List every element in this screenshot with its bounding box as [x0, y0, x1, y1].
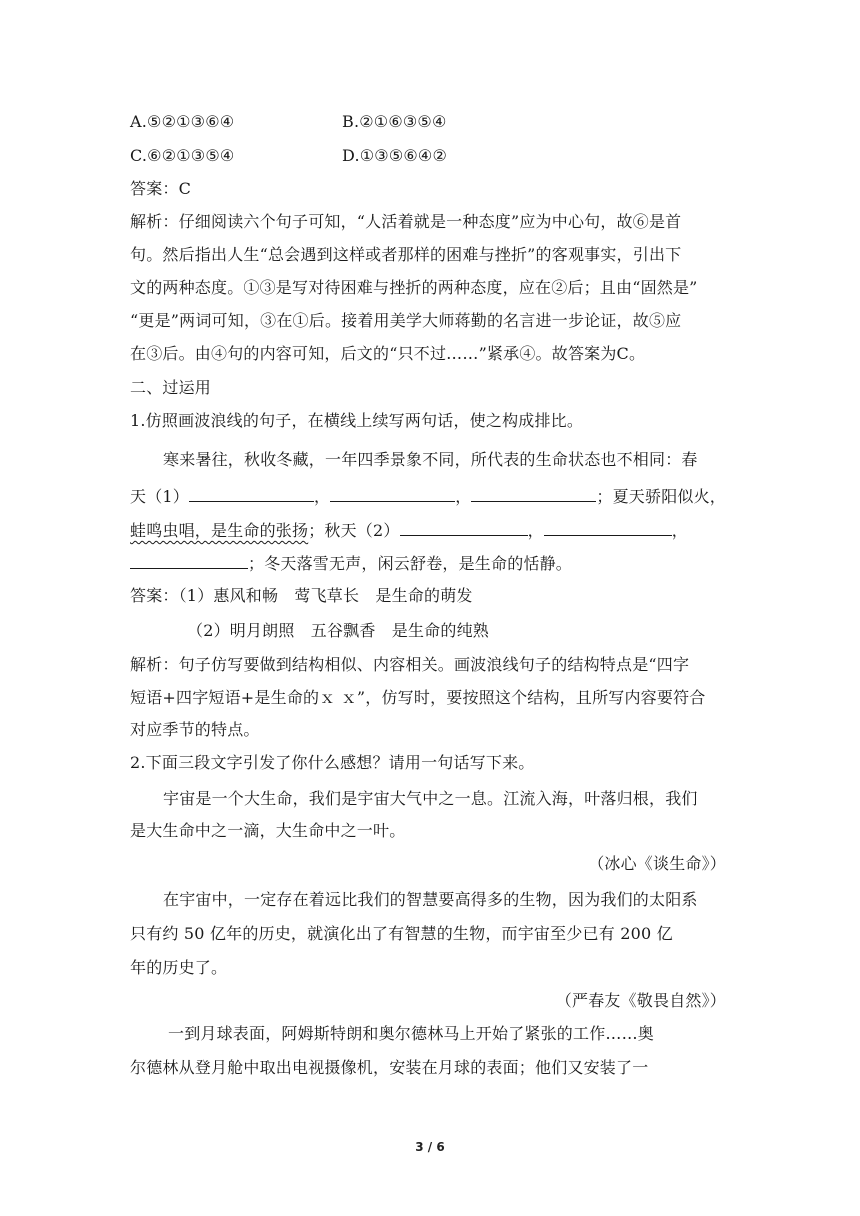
option-d: D.①③⑤⑥④②	[342, 146, 448, 165]
passage-2-line-2: 只有约 50 亿年的历史，就演化出了有智慧的生物，而宇宙至少已有 200 亿	[130, 924, 673, 943]
passage-3-line-1: 一到月球表面，阿姆斯特朗和奥尔德林马上开始了紧张的工作……奥	[168, 1024, 655, 1043]
passage-3-line-2: 尔德林从登月舱中取出电视摄像机，安装在月球的表面；他们又安装了一	[130, 1058, 649, 1077]
option-b: B.②①⑥③⑤④	[342, 112, 447, 131]
passage-2-source: （严春友《敬畏自然》）	[555, 991, 726, 1010]
option-row-1	[130, 111, 730, 133]
analysis-1-line-4: “更是”两词可知，③在①后。接着用美学大师蒋勤的名言进一步论证，故⑤应	[130, 311, 682, 330]
question-1-title: 1.仿照画波浪线的句子，在横线上续写两句话，使之构成排比。	[130, 411, 584, 430]
analysis-1-line-3: 文的两种态度。①③是写对待困难与挫折的两种态度，应在②后；且由“固然是”	[130, 278, 698, 297]
blank-4[interactable]	[400, 519, 528, 536]
question-1-line-2: 天（1） ， ， ；夏天骄阳似火，	[130, 487, 726, 506]
passage-1-line-2: 是大生命中之一滴，大生命中之一叶。	[130, 821, 406, 840]
question-1-line-1: 寒来暑往，秋收冬藏，一年四季景象不同，所代表的生命状态也不相同：春	[163, 450, 698, 469]
question-1-answer-2: （2）明月朗照 五谷飘香 是生命的纯熟	[187, 621, 489, 640]
passage-2-line-3: 年的历史了。	[130, 958, 228, 977]
wavy-underlined-sentence: 蛙鸣虫唱，是生命的张扬	[130, 521, 309, 540]
page-number: 3 / 6	[415, 1140, 445, 1154]
blank-3[interactable]	[471, 485, 596, 502]
blank-5[interactable]	[544, 519, 672, 536]
section-heading: 二、过运用	[130, 378, 212, 397]
analysis-1-line-2: 句。然后指出人生“总会遇到这样或者那样的困难与挫折”的客观事实，引出下	[130, 245, 682, 264]
question-1-analysis-1: 解析：句子仿写要做到结构相似、内容相关。画波浪线句子的结构特点是“四字	[130, 655, 690, 674]
question-1-line-4: ；冬天落雪无声，闲云舒卷，是生命的恬静。	[130, 552, 730, 575]
passage-1-line-1: 宇宙是一个大生命，我们是宇宙大气中之一息。江流入海，叶落归根，我们	[163, 789, 698, 808]
passage-1-source: （冰心《谈生命》）	[588, 854, 726, 873]
option-c: C.⑥②①③⑤④	[130, 146, 235, 165]
option-row-2	[130, 145, 730, 167]
question-1-analysis-3: 对应季节的特点。	[130, 720, 260, 739]
question-1-line-3: 蛙鸣虫唱，是生命的张扬；秋天（2） ， ，	[130, 521, 688, 540]
analysis-1-line-5: 在③后。由④句的内容可知，后文的“只不过……”紧承④。故答案为C。	[130, 344, 646, 363]
blank-1[interactable]	[189, 485, 314, 502]
blank-6[interactable]	[130, 552, 248, 569]
question-1-answer-1: 答案：（1）惠风和畅 莺飞草长 是生命的萌发	[130, 586, 473, 605]
analysis-1-line-1: 解析：仔细阅读六个句子可知，“人活着就是一种态度”应为中心句，故⑥是首	[130, 212, 682, 231]
option-a: A.⑤②①③⑥④	[130, 112, 235, 131]
blank-2[interactable]	[330, 485, 455, 502]
question-1-analysis-2: 短语+四字短语+是生命的ｘ ｘ”，仿写时，要按照这个结构，且所写内容要符合	[130, 688, 706, 707]
answer-1: 答案：C	[130, 179, 192, 198]
question-2-title: 2.下面三段文字引发了你什么感想？请用一句话写下来。	[130, 753, 535, 772]
passage-2-line-1: 在宇宙中，一定存在着远比我们的智慧要高得多的生物，因为我们的太阳系	[163, 890, 698, 909]
